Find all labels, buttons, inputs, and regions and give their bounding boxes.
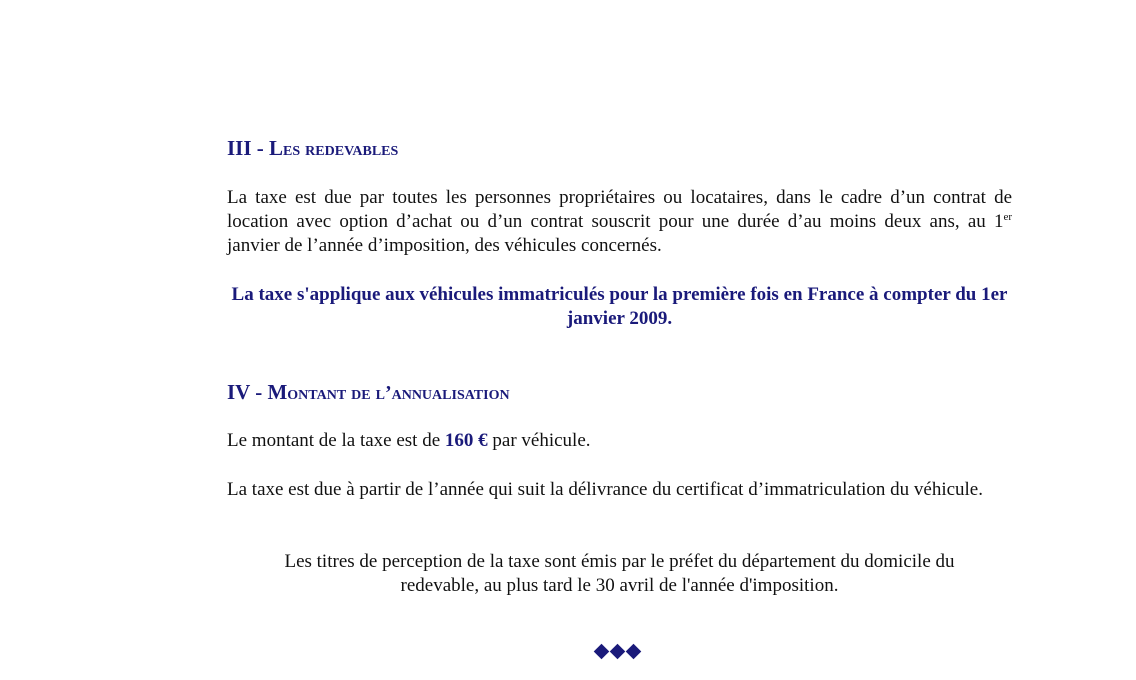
perception-paragraph: Les titres de perception de la taxe sont émis par le préfet du département du domicile du redevable, au plus tard le 30 avril de l'année d'imposition. — [284, 551, 955, 596]
amount-value: 160 € — [444, 430, 488, 451]
section-title: es redevables — [283, 138, 399, 160]
diamond-icon — [594, 644, 610, 660]
section-heading-montant — [227, 380, 1012, 405]
due-paragraph: La taxe est due à partir de l’année qui suit la délivrance du certificat d’immatriculation du véhicule. — [227, 479, 983, 500]
section-end-ornament — [594, 644, 641, 659]
section-separator: - — [249, 380, 268, 404]
diamond-icon — [610, 644, 626, 660]
section-title: ontant de l’annualisation — [287, 382, 510, 404]
section-number: III — [227, 136, 252, 160]
amount-paragraph — [227, 429, 1012, 453]
section-separator: - — [251, 136, 270, 160]
highlight-note: La taxe s'applique aux véhicules immatriculés pour la première fois en France à compter du 1er janvier 2009. — [231, 284, 1008, 329]
redevables-text: La taxe est due par toutes les personnes propriétaires ou locataires, dans le cadre d’un contrat de location avec option d’achat ou d’un contrat souscrit pour une durée d’au moins deux ans, au 1 — [227, 187, 1012, 232]
section-heading-redevables — [227, 136, 1012, 161]
ordinal-superscript: er — [1003, 211, 1012, 223]
section-title-initial: L — [269, 136, 284, 160]
section-title-initial: M — [267, 380, 288, 404]
diamond-icon — [626, 644, 642, 660]
amount-text-before: Le montant de la taxe est de — [227, 430, 445, 451]
section-number: IV — [227, 380, 250, 404]
redevables-text-end: janvier de l’année d’imposition, des véhicules concernés. — [227, 235, 662, 256]
amount-text-after: par véhicule. — [487, 430, 591, 451]
redevables-paragraph — [227, 186, 1012, 258]
